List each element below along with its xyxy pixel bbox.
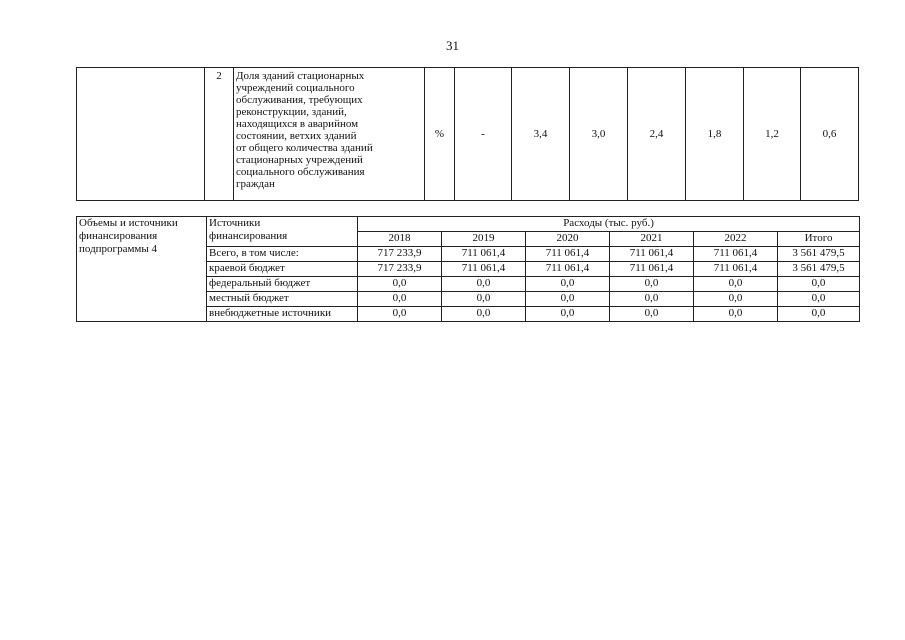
cell-value: 711 061,4	[526, 247, 610, 262]
indicator-value: 1,8	[686, 68, 744, 201]
cell-value: 0,0	[358, 307, 442, 322]
cell-value: 0,0	[358, 277, 442, 292]
year-header: 2022	[694, 232, 778, 247]
cell-value: 0,0	[442, 307, 526, 322]
cell-value: 3 561 479,5	[778, 247, 860, 262]
indicator-unit: %	[425, 68, 455, 201]
sources-header: Источники финансирования	[207, 217, 358, 247]
indicator-table	[76, 67, 859, 201]
cell-value: 0,0	[610, 292, 694, 307]
indicator-value: 1,2	[744, 68, 801, 201]
cell-value: 0,0	[778, 277, 860, 292]
row-label: Всего, в том числе:	[207, 247, 358, 262]
funding-label: Объемы и источники финансирования подпрограммы 4	[77, 217, 207, 322]
cell-value: 0,0	[778, 307, 860, 322]
year-header: Итого	[778, 232, 860, 247]
cell-value: 711 061,4	[442, 247, 526, 262]
indicator-number: 2	[205, 68, 234, 201]
row-label: федеральный бюджет	[207, 277, 358, 292]
cell-value: 0,0	[442, 292, 526, 307]
year-header: 2019	[442, 232, 526, 247]
cell-value: 711 061,4	[610, 247, 694, 262]
cell-value: 717 233,9	[358, 247, 442, 262]
year-header: 2020	[526, 232, 610, 247]
cell-value: 711 061,4	[442, 262, 526, 277]
cell-value: 0,0	[442, 277, 526, 292]
indicator-row	[77, 68, 859, 201]
cell-value: 711 061,4	[694, 262, 778, 277]
indicator-value: 3,0	[570, 68, 628, 201]
cell-value: 717 233,9	[358, 262, 442, 277]
cell-value: 0,0	[778, 292, 860, 307]
empty-cell	[77, 68, 205, 201]
cell-value: 0,0	[526, 292, 610, 307]
row-label: внебюджетные источники	[207, 307, 358, 322]
cell-value: 0,0	[694, 292, 778, 307]
cell-value: 711 061,4	[610, 262, 694, 277]
cell-value: 0,0	[694, 277, 778, 292]
indicator-value: 3,4	[512, 68, 570, 201]
row-label: местный бюджет	[207, 292, 358, 307]
indicator-value: 0,6	[801, 68, 859, 201]
indicator-description: Доля зданий стационарных учреждений социального обслуживания, требующих реконструкции, зданий, находящихся в аварийном состоянии, ветхих зданий от общего количества зданий стационарных учреждений социального обслуживания граждан	[234, 68, 425, 201]
year-header: 2018	[358, 232, 442, 247]
cell-value: 0,0	[526, 307, 610, 322]
indicator-value: -	[455, 68, 512, 201]
cell-value: 711 061,4	[694, 247, 778, 262]
cell-value: 711 061,4	[526, 262, 610, 277]
row-label: краевой бюджет	[207, 262, 358, 277]
cell-value: 3 561 479,5	[778, 262, 860, 277]
funding-header-row	[77, 217, 860, 232]
page-number: 31	[446, 38, 459, 53]
year-header: 2021	[610, 232, 694, 247]
funding-table	[76, 216, 860, 322]
cell-value: 0,0	[694, 307, 778, 322]
cell-value: 0,0	[526, 277, 610, 292]
cell-value: 0,0	[610, 307, 694, 322]
cell-value: 0,0	[610, 277, 694, 292]
cell-value: 0,0	[358, 292, 442, 307]
expenses-header: Расходы (тыс. руб.)	[358, 217, 860, 232]
indicator-value: 2,4	[628, 68, 686, 201]
